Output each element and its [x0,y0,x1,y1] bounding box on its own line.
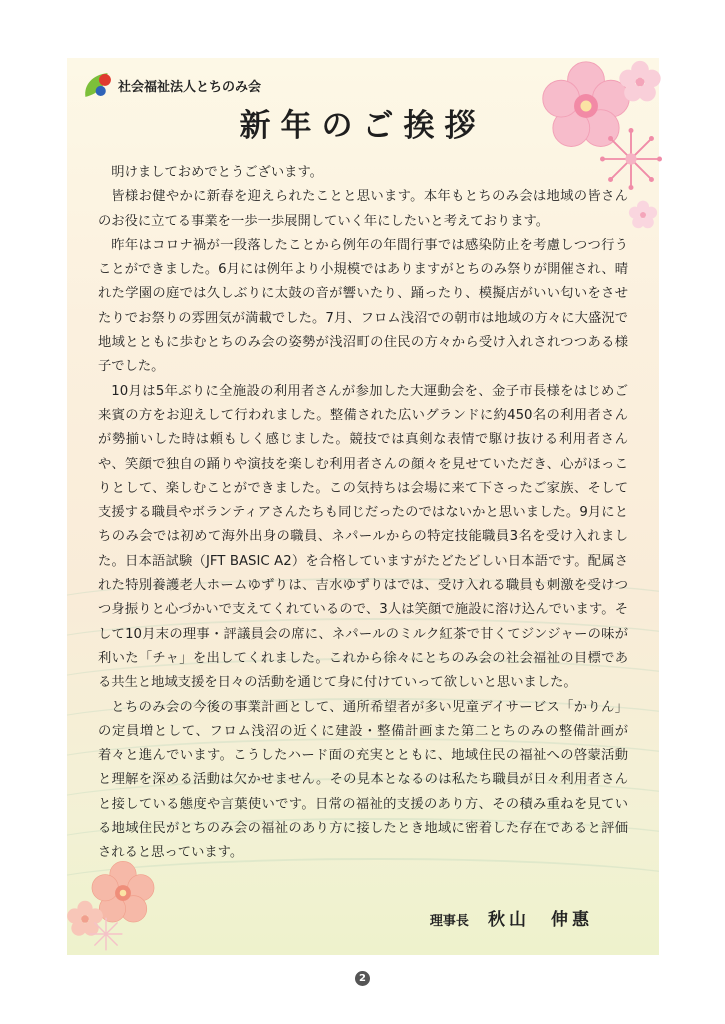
signature-name: 秋山 伸惠 [488,910,593,930]
greeting-body [98,161,628,866]
organization-logo-icon [82,68,116,102]
plum-blossom-icon [628,200,658,230]
blossom-burst-icon [88,916,124,952]
plum-blossom-icon [618,60,662,104]
page-title: 新年のご挨拶 [239,108,486,144]
signature-role: 理事長 [429,914,469,929]
signature [430,905,593,930]
paragraph: 明けましておめでとうございます。 [111,165,323,180]
organization-name: 社会福祉法人とちのみ会 [118,80,262,95]
paragraph: とちのみ会の今後の事業計画として、通所希望者が多い児童デイサービス「かりん」の定員増として、フロム浅沼の近くに建設・整備計画また第二とちのみの整備計画が着々と進んでいます。こうしたハード面の充実とともに、地域住民の福祉への啓蒙活動と理解を深める活動は欠かせません。その見本となるのは私たち職員が日々利用者さんと接している態度や言葉使いです。日常の福祉的支援のあり方、その積み重ねを見ている地域住民がとちのみ会の福祉のあり方に接したとき地域に密着した存在であると評価されると思っています。 [98,699,628,861]
paragraph: 昨年はコロナ禍が一段落したことから例年の年間行事では感染防止を考慮しつつ行うことができました。6月には例年より小規模ではありますがとちのみ祭りが開催され、晴れた学園の庭では久しぶりに太鼓の音が響いたり、踊ったり、模擬店がいい匂いをさせたりでお祭りの雰囲気が満載でした。7月、フロム浅沼での朝市は地域の方々に大盛況で地域とともに歩むとちのみ会の姿勢が浅沼町の住民の方々から受け入れされつつある様子でした。 [98,237,628,375]
page-number: 2 [355,971,370,986]
paragraph: 皆様お健やかに新春を迎えられたことと思います。本年もとちのみ会は地域の皆さんのお役に立てる事業を一歩一歩展開していく年にしたいと考えております。 [98,189,628,229]
paragraph: 10月は5年ぶりに全施設の利用者さんが参加した大運動会を、金子市長様をはじめご来賓の方をお迎えして行われました。整備された広いグランドに約450名の利用者さんが勢揃いした時は頼もしく感じました。競技では真剣な表情で駆け抜ける利用者さんや、笑顔で独自の踊りや演技を楽しむ利用者さんの顔々を見せていただき、心がほっこりとして、楽しむことができました。この気持ちは会場に来て下さったご家族、そして支援する職員やボランティアさんたちも同じだったのではないかと思いました。9月にとちのみ会では初めて海外出身の職員、ネパールからの特定技能職員3名を受け入れました。日本語試験（JFT BASIC A2）を合格していますがたどたどしい日本語です。配属された特別養護老人ホームゆずりは、吉水ゆずりはでは、受け入れる職員も刺激を受けつつ身振りと心づかいで支えてくれているので、3人は笑顔で施設に溶け込んでいます。そして10月末の理事・評議員会の席に、ネパールのミルク紅茶で甘くてジンジャーの味が利いた「チャ」を出してくれました。これから徐々にとちのみ会の社会福祉の目標である共生と地域支援を日々の活動を通じて身に付けていって欲しいと思いました。 [98,383,628,691]
